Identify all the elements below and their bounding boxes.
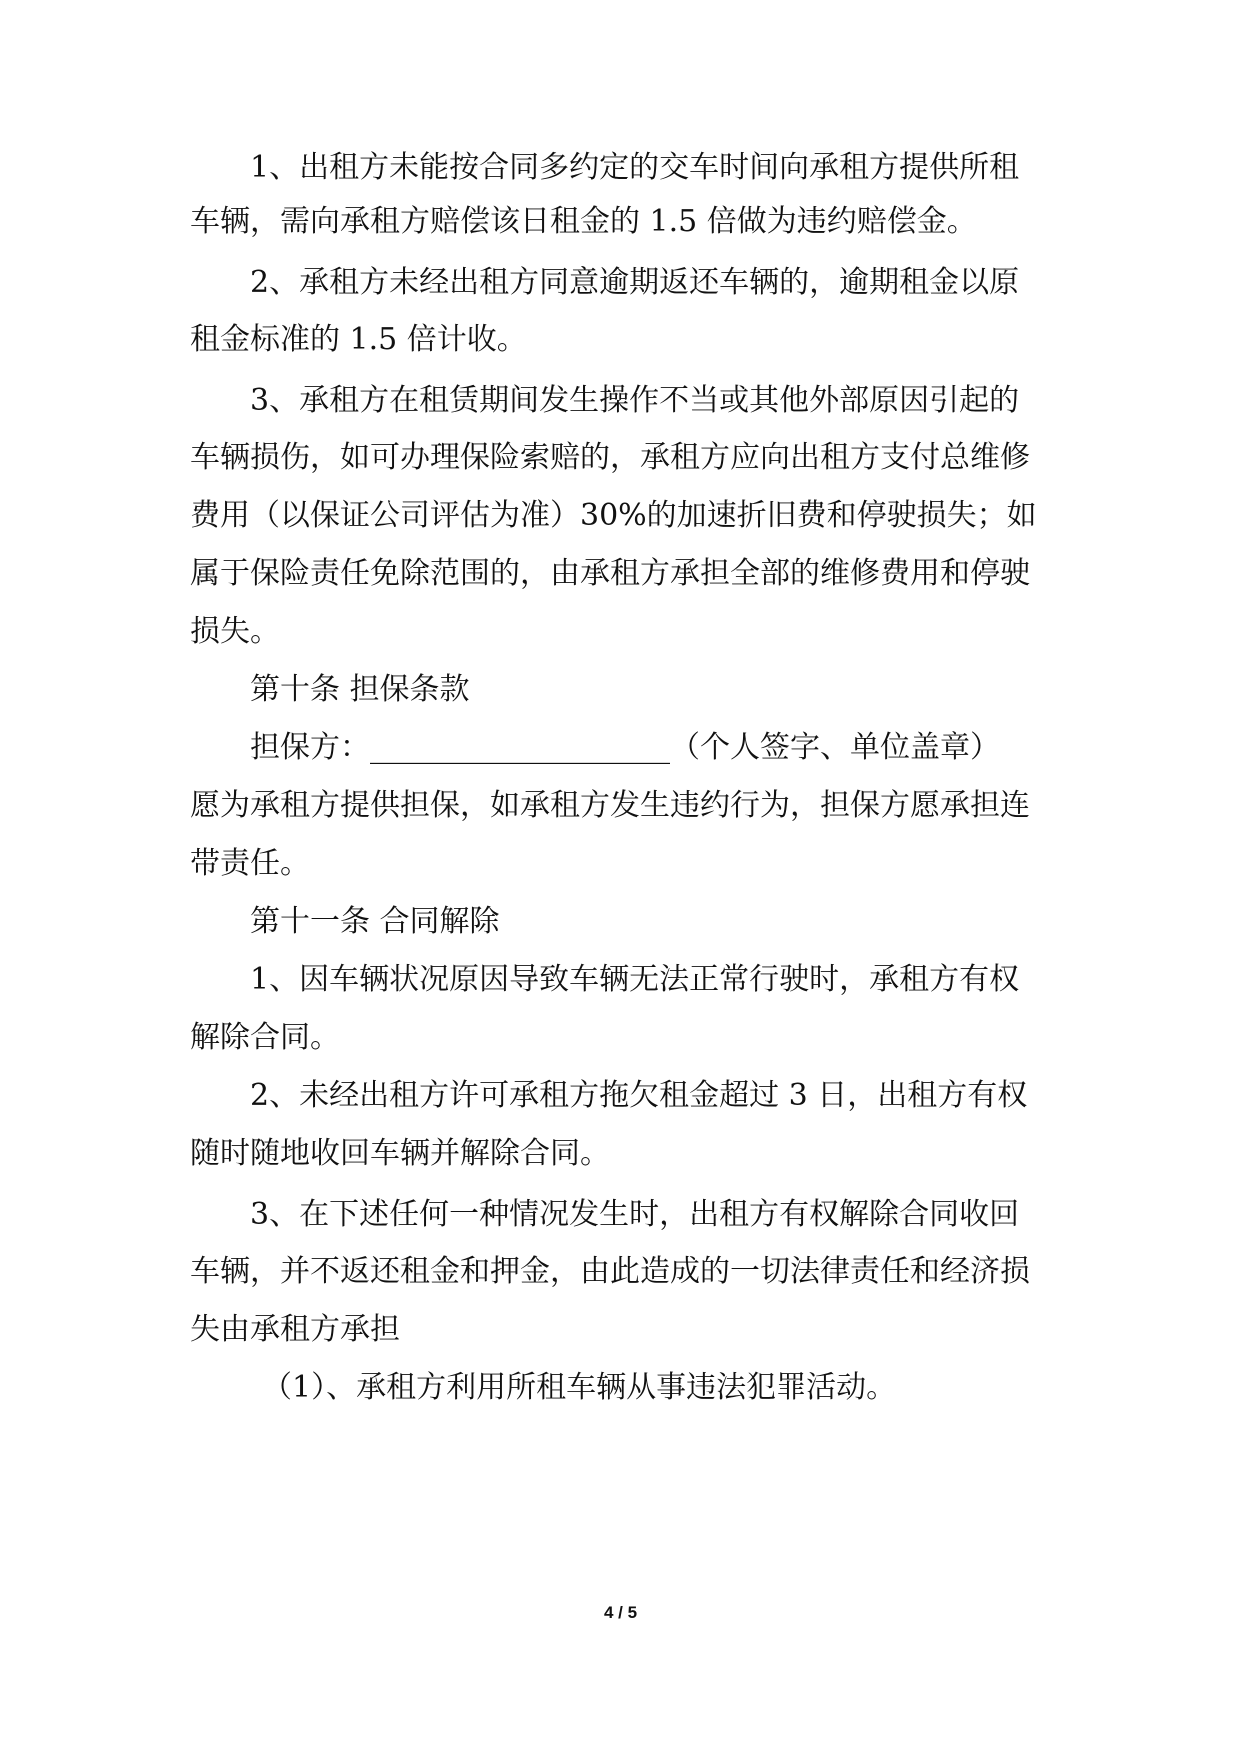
guarantor-signature-line: 担保方：____________________（个人签字、单位盖章） [250, 730, 1000, 765]
article-11-heading: 第十一条 合同解除 [250, 904, 500, 939]
termination-2-line-2: 随时随地收回车辆并解除合同。 [190, 1136, 610, 1171]
termination-2-line-1: 2、未经出租方许可承租方拖欠租金超过 3 日，出租方有权 [250, 1078, 1028, 1113]
termination-3-line-2: 车辆，并不返还租金和押金，由此造成的一切法律责任和经济损 [190, 1254, 1030, 1289]
guarantee-text-line-1: 愿为承租方提供担保，如承租方发生违约行为，担保方愿承担连 [190, 788, 1030, 823]
termination-3-line-3: 失由承租方承担 [190, 1312, 400, 1347]
termination-1-line-1: 1、因车辆状况原因导致车辆无法正常行驶时，承租方有权 [250, 962, 1020, 997]
article-10-heading: 第十条 担保条款 [250, 672, 470, 707]
clause-3-line-4: 属于保险责任免除范围的，由承租方承担全部的维修费用和停驶 [190, 556, 1030, 591]
clause-1-line-2: 车辆，需向承租方赔偿该日租金的 1.5 倍做为违约赔偿金。 [190, 204, 977, 239]
clause-3-line-1: 3、承租方在租赁期间发生操作不当或其他外部原因引起的 [250, 383, 1020, 418]
termination-condition-1: （1）、承租方利用所租车辆从事违法犯罪活动。 [262, 1370, 897, 1405]
guarantee-text-line-2: 带责任。 [190, 846, 310, 881]
clause-3-line-5: 损失。 [190, 614, 280, 649]
clause-1-line-1: 1、出租方未能按合同多约定的交车时间向承租方提供所租 [250, 150, 1020, 185]
clause-2-line-1: 2、承租方未经出租方同意逾期返还车辆的，逾期租金以原 [250, 265, 1020, 300]
termination-3-line-1: 3、在下述任何一种情况发生时，出租方有权解除合同收回 [250, 1197, 1020, 1232]
clause-3-line-3: 费用（以保证公司评估为准）30%的加速折旧费和停驶损失；如 [190, 498, 1037, 533]
page-number: 4 / 5 [603, 1603, 638, 1622]
clause-2-line-2: 租金标准的 1.5 倍计收。 [190, 322, 527, 357]
clause-3-line-2: 车辆损伤，如可办理保险索赔的，承租方应向出租方支付总维修 [190, 440, 1030, 475]
termination-1-line-2: 解除合同。 [190, 1020, 340, 1055]
